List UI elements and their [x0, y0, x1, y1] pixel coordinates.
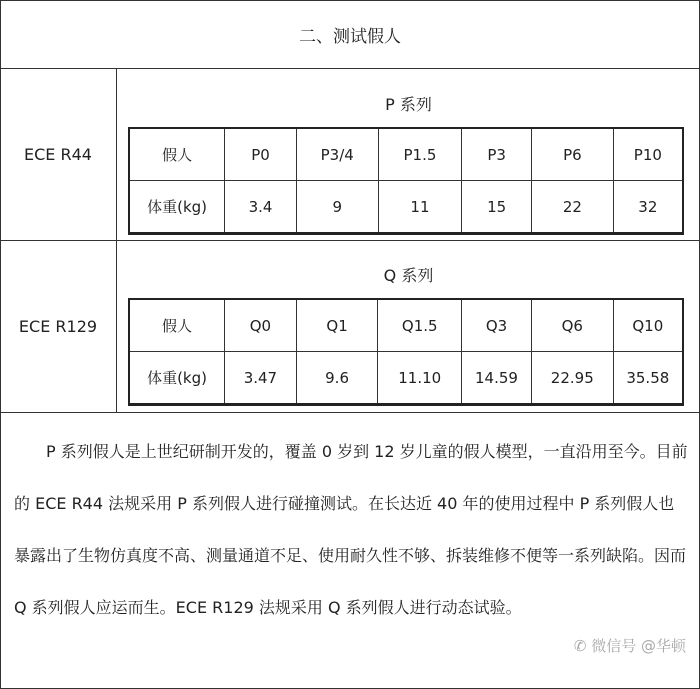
- table-cell: 11: [378, 181, 462, 234]
- watermark-text: 微信号 @华顿: [591, 637, 686, 655]
- table-cell: Q0: [225, 299, 297, 352]
- table-cell: Q10: [613, 299, 683, 352]
- table-cell: P6: [532, 128, 614, 181]
- table-row: [129, 299, 683, 352]
- wechat-icon: ✆: [573, 637, 592, 655]
- table-cell: P3/4: [296, 128, 378, 181]
- table-cell: Q1.5: [378, 299, 462, 352]
- table-cell: 9.6: [296, 352, 378, 405]
- divider: [0, 412, 700, 413]
- table-cell: 假人: [129, 299, 225, 352]
- series-title-p: P 系列: [385, 95, 432, 114]
- paragraph-text: P 系列假人是上世纪研制开发的，覆盖 0 岁到 12 岁儿童的假人模型，一直沿用至今。目前的 ECE R44 法规采用 P 系列假人进行碰撞测试。在长达近 40 年的使用过程中 P 系列假人也暴露出了生物仿真度不高、测量通道不足、使用耐久性不够、拆装维修不便等一系列缺陷。因而 Q 系列假人应运而生。ECE R129 法规采用 Q 系列假人进行动态试验。: [14, 442, 688, 617]
- p-series-table: [128, 127, 684, 235]
- table-row: [129, 352, 683, 405]
- table-row: [129, 181, 683, 234]
- table-cell: P1.5: [378, 128, 462, 181]
- table-cell: 3.47: [225, 352, 297, 405]
- table-cell: 11.10: [378, 352, 462, 405]
- series-title-q: Q 系列: [383, 266, 434, 285]
- table-cell: 32: [613, 181, 683, 234]
- table-cell: 3.4: [225, 181, 297, 234]
- divider: [116, 68, 117, 412]
- table-cell: 体重(kg): [129, 352, 225, 405]
- table-cell: Q3: [462, 299, 532, 352]
- table-cell: 14.59: [462, 352, 532, 405]
- q-series-table: [128, 298, 684, 406]
- table-cell: 假人: [129, 128, 225, 181]
- table-cell: 22.95: [531, 352, 613, 405]
- table-cell: Q1: [296, 299, 378, 352]
- table-cell: P0: [225, 128, 297, 181]
- table-cell: 9: [296, 181, 378, 234]
- table-cell: 15: [462, 181, 532, 234]
- watermark: [574, 635, 686, 656]
- table-cell: 22: [532, 181, 614, 234]
- table-cell: 35.58: [613, 352, 683, 405]
- description-paragraph: [14, 426, 690, 634]
- table-row: [129, 128, 683, 181]
- table-cell: P3: [462, 128, 532, 181]
- table-cell: 体重(kg): [129, 181, 225, 234]
- standard-label-r44: ECE R44: [24, 144, 92, 164]
- table-cell: Q6: [531, 299, 613, 352]
- standard-label-r129: ECE R129: [18, 316, 98, 336]
- table-cell: P10: [613, 128, 683, 181]
- section-title: 二、测试假人: [299, 26, 401, 47]
